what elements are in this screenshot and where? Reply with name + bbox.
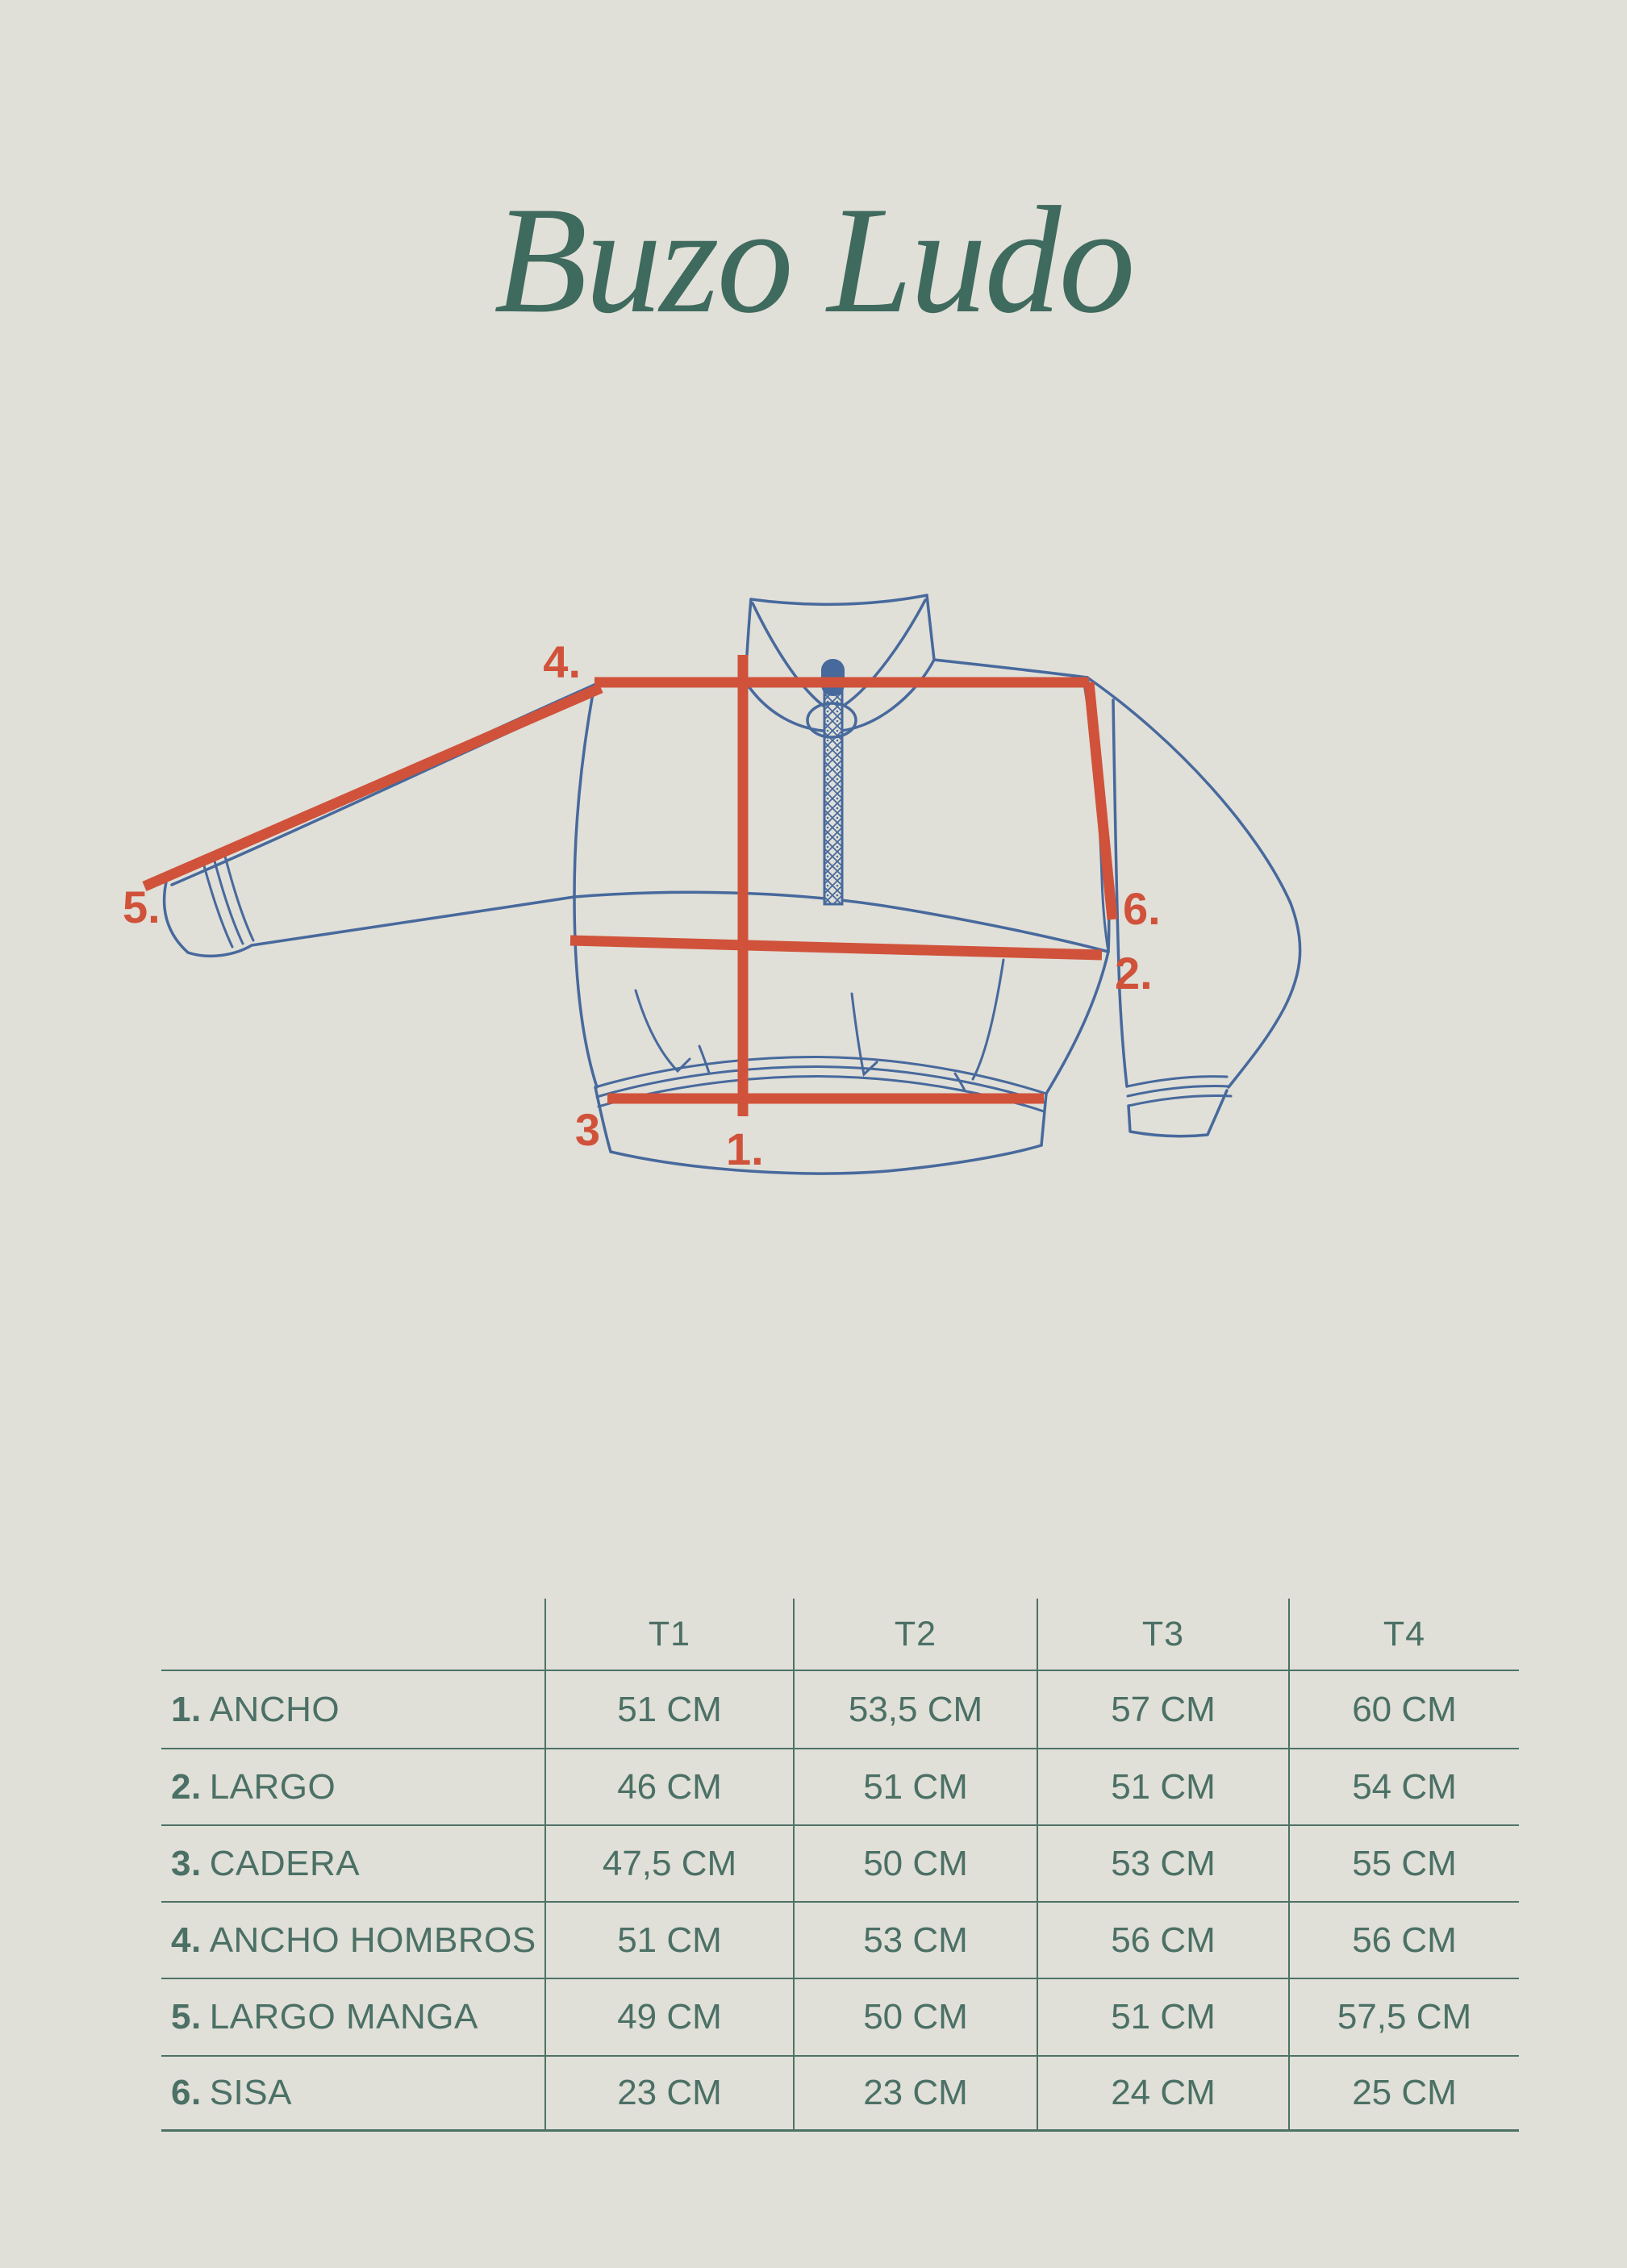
row-number: 1. <box>171 1689 202 1729</box>
table-cell: 56 CM <box>1037 1901 1288 1978</box>
table-cell: 46 CM <box>544 1748 793 1824</box>
table-cell: 53 CM <box>1037 1824 1288 1901</box>
size-table <box>161 1599 1519 2132</box>
row-number: 3. <box>171 1843 202 1883</box>
row-number: 5. <box>171 1997 202 2037</box>
table-cell: 51 CM <box>544 1901 793 1978</box>
table-cell: 53,5 CM <box>793 1670 1037 1748</box>
table-cell: 57 CM <box>1037 1670 1288 1748</box>
table-cell: 51 CM <box>1037 1978 1288 2055</box>
row-name: SISA <box>209 2073 292 2112</box>
table-cell: 25 CM <box>1288 2055 1519 2129</box>
table-row-label <box>161 1748 544 1824</box>
table-cell: 51 CM <box>544 1670 793 1748</box>
table-row-label <box>161 1670 544 1748</box>
row-number: 2. <box>171 1766 202 1807</box>
measure-label-6: 6. <box>1123 883 1161 934</box>
measure-label-4: 4. <box>543 636 581 687</box>
table-cell: 47,5 CM <box>544 1824 793 1901</box>
table-corner-cell <box>161 1599 544 1670</box>
size-header-t3: T3 <box>1037 1599 1288 1670</box>
row-name: ANCHO HOMBROS <box>209 1920 536 1960</box>
measurement-lines <box>144 655 1112 1116</box>
row-number: 6. <box>171 2073 202 2112</box>
table-cell: 50 CM <box>793 1978 1037 2055</box>
measure-label-5: 5. <box>123 882 161 932</box>
row-number: 4. <box>171 1920 202 1960</box>
table-cell: 53 CM <box>793 1901 1037 1978</box>
row-name: CADERA <box>209 1843 361 1883</box>
table-cell: 51 CM <box>793 1748 1037 1824</box>
measure-line-2 <box>570 940 1102 955</box>
table-cell: 23 CM <box>544 2055 793 2129</box>
table-cell: 50 CM <box>793 1824 1037 1901</box>
measure-label-1: 1. <box>726 1124 764 1174</box>
table-row-label <box>161 1978 544 2055</box>
measure-line-5 <box>144 688 601 886</box>
table-cell: 57,5 CM <box>1288 1978 1519 2055</box>
measure-label-3: 3 <box>574 1104 600 1155</box>
table-row-label <box>161 2055 544 2129</box>
size-header-t2: T2 <box>793 1599 1037 1670</box>
table-cell: 54 CM <box>1288 1748 1519 1824</box>
table-cell: 24 CM <box>1037 2055 1288 2129</box>
table-row-label <box>161 1824 544 1901</box>
size-header-t4: T4 <box>1288 1599 1519 1670</box>
page-title: Buzo Ludo <box>494 176 1133 345</box>
measure-label-2: 2. <box>1115 948 1153 999</box>
zipper <box>807 659 856 904</box>
table-cell: 49 CM <box>544 1978 793 2055</box>
measure-line-6 <box>1089 682 1112 919</box>
table-cell: 60 CM <box>1288 1670 1519 1748</box>
row-name: LARGO MANGA <box>209 1997 478 2037</box>
row-name: ANCHO <box>209 1689 340 1729</box>
row-name: LARGO <box>209 1766 336 1807</box>
table-cell: 23 CM <box>793 2055 1037 2129</box>
table-row-label <box>161 1901 544 1978</box>
size-header-t1: T1 <box>544 1599 793 1670</box>
table-cell: 55 CM <box>1288 1824 1519 1901</box>
table-cell: 56 CM <box>1288 1901 1519 1978</box>
table-cell: 51 CM <box>1037 1748 1288 1824</box>
